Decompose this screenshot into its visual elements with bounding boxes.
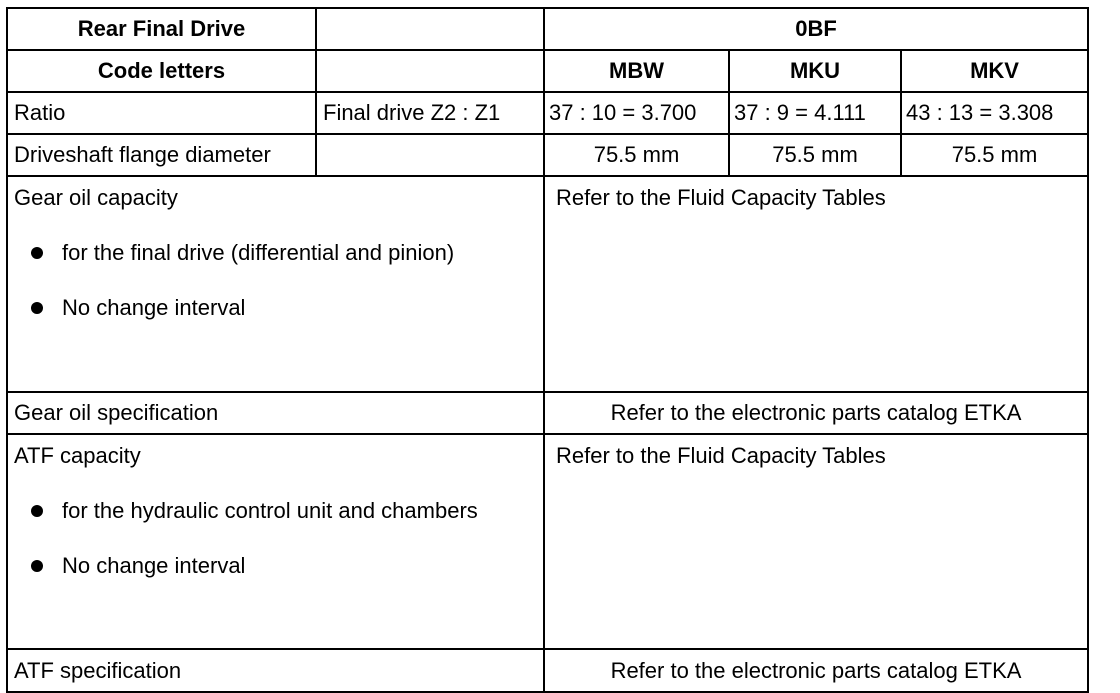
flange-row xyxy=(7,134,1088,176)
bullet-icon xyxy=(31,247,43,259)
gear-oil-bullet-text: No change interval xyxy=(62,295,246,320)
gear-oil-capacity-value: Refer to the Fluid Capacity Tables xyxy=(556,185,886,210)
code-letter-mbw: MBW xyxy=(544,50,729,92)
ratio-value-mku: 37 : 9 = 4.111 xyxy=(729,92,901,134)
bullet-icon xyxy=(31,302,43,314)
atf-capacity-value: Refer to the Fluid Capacity Tables xyxy=(556,443,886,468)
atf-spec-row xyxy=(7,649,1088,692)
model-code: 0BF xyxy=(544,8,1088,50)
bullet-icon xyxy=(31,560,43,572)
code-letters-blank-cell xyxy=(316,50,544,92)
atf-bullet-list xyxy=(14,498,543,579)
gear-oil-bullet-text: for the final drive (differential and pinion) xyxy=(62,240,455,265)
list-item xyxy=(14,295,543,321)
header-row xyxy=(7,8,1088,50)
atf-capacity-row xyxy=(7,434,1088,649)
code-letters-label: Code letters xyxy=(7,50,316,92)
atf-capacity-cell xyxy=(7,434,544,649)
gear-oil-spec-row xyxy=(7,392,1088,434)
ratio-value-mbw: 37 : 10 = 3.700 xyxy=(544,92,729,134)
flange-value-mku: 75.5 mm xyxy=(729,134,901,176)
gear-oil-capacity-label: Gear oil capacity xyxy=(14,185,178,210)
ratio-value-mkv: 43 : 13 = 3.308 xyxy=(901,92,1088,134)
code-letters-row xyxy=(7,50,1088,92)
gear-oil-capacity-value-cell xyxy=(544,176,1088,392)
table-title: Rear Final Drive xyxy=(7,8,316,50)
gear-oil-bullet-list xyxy=(14,240,543,321)
ratio-sublabel: Final drive Z2 : Z1 xyxy=(316,92,544,134)
list-item xyxy=(14,553,543,579)
atf-capacity-value-cell xyxy=(544,434,1088,649)
flange-value-mkv: 75.5 mm xyxy=(901,134,1088,176)
gear-oil-spec-value: Refer to the electronic parts catalog ETKA xyxy=(544,392,1088,434)
atf-spec-label: ATF specification xyxy=(7,649,544,692)
bullet-icon xyxy=(31,505,43,517)
gear-oil-capacity-row xyxy=(7,176,1088,392)
atf-bullet-text: No change interval xyxy=(62,553,246,578)
flange-blank-cell xyxy=(316,134,544,176)
list-item xyxy=(14,498,543,524)
ratio-label: Ratio xyxy=(7,92,316,134)
header-blank-cell xyxy=(316,8,544,50)
rear-final-drive-spec-table xyxy=(6,7,1089,693)
flange-label: Driveshaft flange diameter xyxy=(7,134,316,176)
gear-oil-spec-label: Gear oil specification xyxy=(7,392,544,434)
code-letter-mku: MKU xyxy=(729,50,901,92)
atf-spec-value: Refer to the electronic parts catalog ETKA xyxy=(544,649,1088,692)
ratio-row xyxy=(7,92,1088,134)
atf-capacity-label: ATF capacity xyxy=(14,443,141,468)
flange-value-mbw: 75.5 mm xyxy=(544,134,729,176)
atf-bullet-text: for the hydraulic control unit and chambers xyxy=(62,498,478,523)
code-letter-mkv: MKV xyxy=(901,50,1088,92)
gear-oil-capacity-cell xyxy=(7,176,544,392)
list-item xyxy=(14,240,543,266)
